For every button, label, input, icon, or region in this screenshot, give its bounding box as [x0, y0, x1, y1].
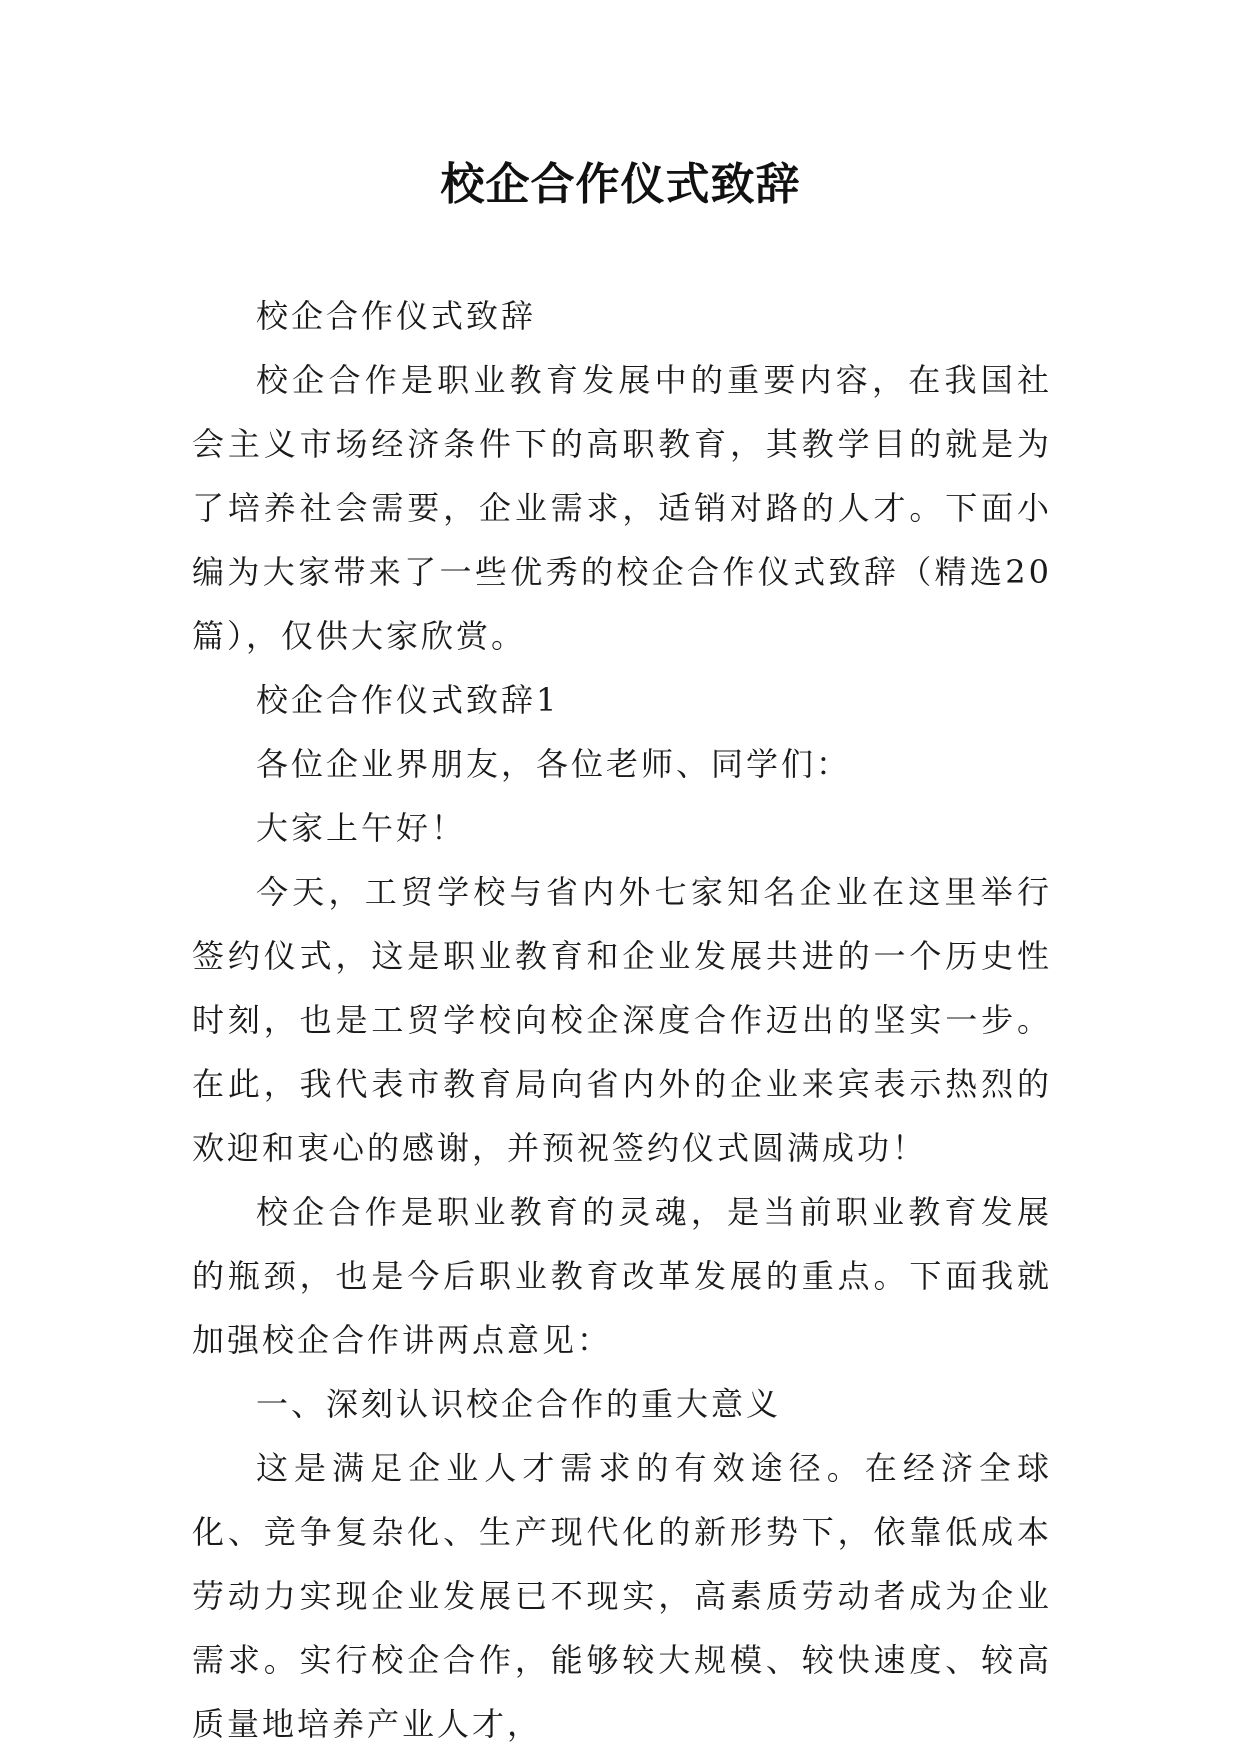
paragraph-greeting: 大家上午好！: [256, 809, 467, 847]
paragraph-speech-title: 校企合作仪式致辞1: [256, 681, 560, 719]
document-body: [192, 284, 1052, 1756]
paragraph-section-heading: 一、深刻认识校企合作的重大意义: [256, 1385, 782, 1423]
paragraph-body: 今天，工贸学校与省内外七家知名企业在这里举行签约仪式，这是职业教育和企业发展共进的一个历史性时刻，也是工贸学校向校企深度合作迈出的坚实一步。在此，我代表市教育局向省内外的企业来宾表示热烈的欢迎和衷心的感谢，并预祝签约仪式圆满成功！: [192, 873, 1052, 1167]
paragraph-intro: 校企合作是职业教育发展中的重要内容，在我国社会主义市场经济条件下的高职教育，其教学目的就是为了培养社会需要，企业需求，适销对路的人才。下面小编为大家带来了一些优秀的校企合作仪式致辞（精选20篇），仅供大家欣赏。: [192, 361, 1052, 655]
paragraph-body: 校企合作是职业教育的灵魂，是当前职业教育发展的瓶颈，也是今后职业教育改革发展的重点。下面我就加强校企合作讲两点意见：: [192, 1193, 1052, 1359]
document-title: 校企合作仪式致辞: [440, 159, 801, 210]
paragraph-heading: 校企合作仪式致辞: [256, 297, 537, 335]
paragraph-body: 这是满足企业人才需求的有效途径。在经济全球化、竞争复杂化、生产现代化的新形势下，依靠低成本劳动力实现企业发展已不现实，高素质劳动者成为企业需求。实行校企合作，能够较大规模、较快速度、较高质量地培养产业人才，: [192, 1449, 1052, 1743]
paragraph-salutation: 各位企业界朋友，各位老师、同学们：: [256, 745, 852, 783]
